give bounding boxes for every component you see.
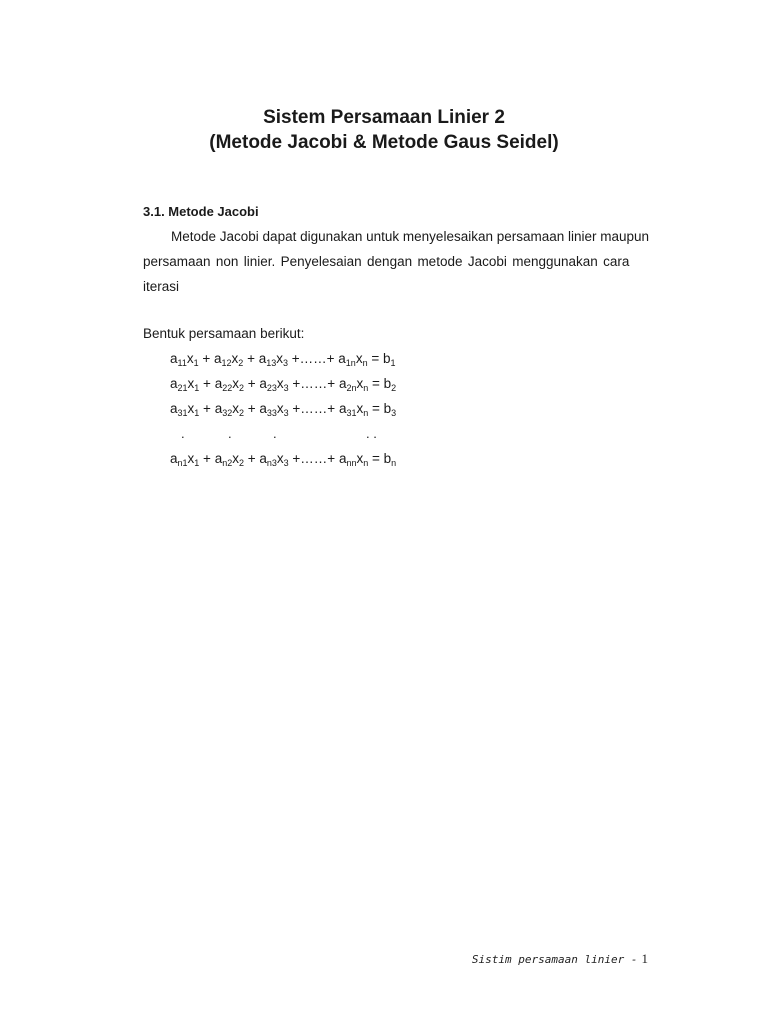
equation-term: $a_{23}$ — [259, 376, 277, 393]
equation-term: $x_3$ — [276, 401, 289, 418]
ellipsis-dot: . — [228, 426, 232, 441]
equation-term: $a_{12}$ — [214, 351, 232, 368]
page-title: Sistem Persamaan Linier 2 — [263, 107, 505, 128]
equation-term: $x_2$ — [232, 376, 244, 393]
equation-rhs: $b_3$ — [383, 401, 397, 418]
equation-term: $x_3$ — [276, 351, 288, 368]
paragraph-line: persamaan non linier. Penyelesaian dengan metode Jacobi menggunakan cara — [143, 254, 630, 269]
equation-row: $a_{n1}x_1 + a_{n2}x_2 + a_{n3}x_3$ +……+ $a_{nn}x_n = b_n$ — [170, 451, 397, 468]
equation-term: $x_1$ — [187, 376, 200, 393]
ellipsis-dot: . . — [366, 426, 377, 441]
page-number: 1 — [641, 951, 648, 966]
equation-term: $x_3$ — [276, 451, 289, 468]
page-subtitle: (Metode Jacobi & Metode Gaus Seidel) — [209, 132, 559, 153]
equation-term: $a_{33}$ — [259, 401, 277, 418]
equation-term: $a_{11}$ — [170, 351, 187, 368]
equation-term: $x_2$ — [231, 351, 244, 368]
equation-term: $x_n$ — [356, 451, 369, 468]
equation-row: $a_{21}x_1 + a_{22}x_2 + a_{23}x_3$ +……+ $a_{2n}x_n = b_2$ — [170, 376, 397, 393]
equations-intro: Bentuk persamaan berikut: — [143, 326, 305, 341]
equation-term: $a_{22}$ — [214, 376, 233, 393]
equation-row: $a_{31}x_1 + a_{32}x_2 + a_{33}x_3$ +……+ $a_{31}x_n = b_3$ — [170, 401, 397, 418]
page-footer — [472, 951, 648, 967]
equation-term: $a_{n1}$ — [170, 451, 188, 468]
equation-term: $a_{nn}$ — [338, 451, 357, 468]
footer-text: Sistim persamaan linier - — [471, 953, 638, 966]
ellipsis-dot: . — [273, 426, 277, 441]
equation-term: $a_{31}$ — [170, 401, 188, 418]
equation-term: $x_2$ — [232, 401, 244, 418]
ellipsis-dot: . — [181, 426, 185, 441]
section-heading: 3.1. Metode Jacobi — [143, 204, 259, 219]
paragraph-line: iterasi — [143, 279, 180, 294]
equation-term: $x_1$ — [186, 351, 199, 368]
equation-term: $a_{13}$ — [258, 351, 277, 368]
equation-term: $a_{n2}$ — [214, 451, 233, 468]
equation-term: $a_{31}$ — [338, 401, 357, 418]
equation-term: $x_2$ — [232, 451, 244, 468]
equation-row: $a_{11}x_1 + a_{12}x_2 + a_{13}x_3$ +……+ $a_{1n}x_n = b_1$ — [170, 351, 396, 368]
equation-term: $x_3$ — [276, 376, 289, 393]
equation-term: $a_{32}$ — [214, 401, 233, 418]
equation-term: $x_1$ — [187, 451, 200, 468]
equation-term: $a_{2n}$ — [338, 376, 357, 393]
equation-term: $a_{n3}$ — [259, 451, 277, 468]
equation-term: $x_n$ — [355, 351, 368, 368]
equation-term: $x_n$ — [356, 401, 369, 418]
paragraph-line: Metode Jacobi dapat digunakan untuk menyelesaikan persamaan linier maupun — [171, 229, 650, 244]
equation-term: $a_{21}$ — [170, 376, 188, 393]
equation-term: $x_1$ — [187, 401, 200, 418]
section-paragraph — [143, 224, 650, 299]
equation-term: $a_{1n}$ — [338, 351, 356, 368]
equation-rhs: $b_n$ — [383, 451, 397, 468]
equation-term: $x_n$ — [356, 376, 369, 393]
equation-rhs: $b_1$ — [382, 351, 396, 368]
equation-rhs: $b_2$ — [383, 376, 397, 393]
